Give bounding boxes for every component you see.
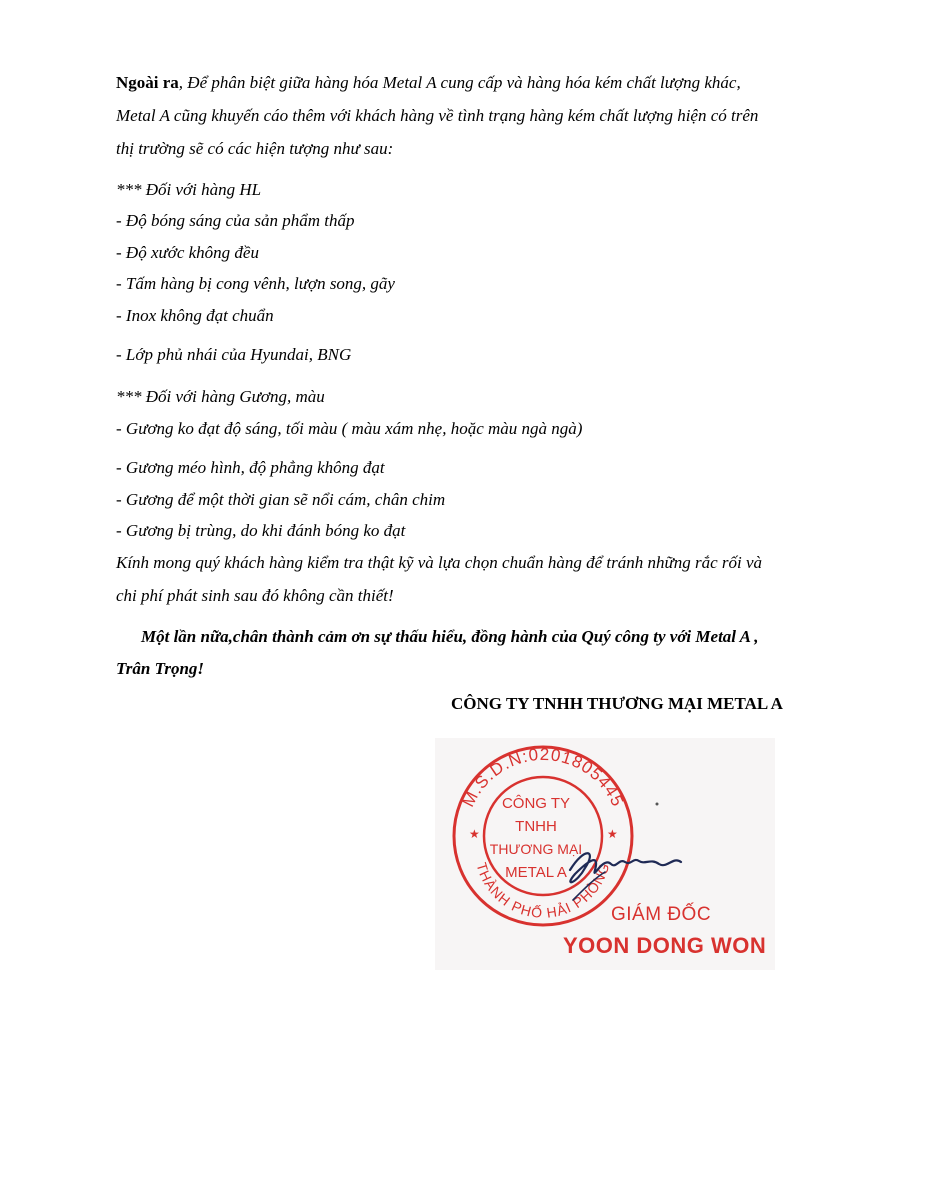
stamp-star-icon: ★ [607,827,618,841]
stamp-speck [656,803,659,806]
mirror-item: - Gương bị trùng, do khi đánh bóng ko đạt [116,521,406,540]
stamp-center-line: TNHH [515,818,557,835]
advice-line-1: Kính mong quý khách hàng kiểm tra thật kỹ và lựa chọn chuẩn hàng để tránh những rắc rối và [116,553,763,572]
hl-item: - Lớp phủ nhái của Hyundai, BNG [116,345,352,364]
hl-heading: *** Đối với hàng HL [116,180,262,199]
director-title: GIÁM ĐỐC [611,904,712,925]
stamp-star-icon: ★ [469,827,480,841]
mirror-item: - Gương để một thời gian sẽ nổi cám, chân chim [116,490,446,509]
intro-rest: , Để phân biệt giữa hàng hóa Metal A cung cấp và hàng hóa kém chất lượng khác, [178,73,741,92]
advice-line-2: chi phí phát sinh sau đó không cần thiết! [116,586,394,605]
stamp-center-line: METAL A [505,864,567,881]
thanks-line-1: Một lần nữa,chân thành cảm ơn sự thấu hiểu, đồng hành của Quý công ty với Metal A , [141,627,759,646]
mirror-heading: *** Đối với hàng Gương, màu [116,387,325,406]
stamp-center-line: THƯƠNG MẠI [489,841,583,857]
hl-item: - Tấm hàng bị cong vênh, lượn song, gãy [116,274,395,293]
stamp-ring-bottom-text: THÀNH PHỐ HẢI PHÒNG [473,860,613,921]
mirror-item: - Gương ko đạt độ sáng, tối màu ( màu xám nhẹ, hoặc màu ngà ngà) [116,419,583,438]
hl-item: - Inox không đạt chuẩn [116,306,274,325]
hl-item: - Độ xước không đều [116,243,259,262]
mirror-item: - Gương méo hình, độ phẳng không đạt [116,458,385,477]
stamp-ring-top-text: M.S.D.N:0201805445 [458,744,628,810]
company-name: CÔNG TY TNHH THƯƠNG MẠI METAL A [451,694,783,713]
intro-lead: Ngoài ra [116,73,179,92]
intro-line-3: thị trường sẽ có các hiện tượng như sau: [116,139,394,158]
hl-item: - Độ bóng sáng của sản phẩm thấp [116,211,355,230]
intro-line-1 [116,73,741,93]
thanks-line-2: Trân Trọng! [116,659,205,678]
intro-line-2: Metal A cũng khuyến cáo thêm với khách hàng về tình trạng hàng kém chất lượng hiện có trên [116,106,759,125]
director-name: YOON DONG WON [563,933,767,958]
stamp-center-line: CÔNG TY [501,795,571,812]
